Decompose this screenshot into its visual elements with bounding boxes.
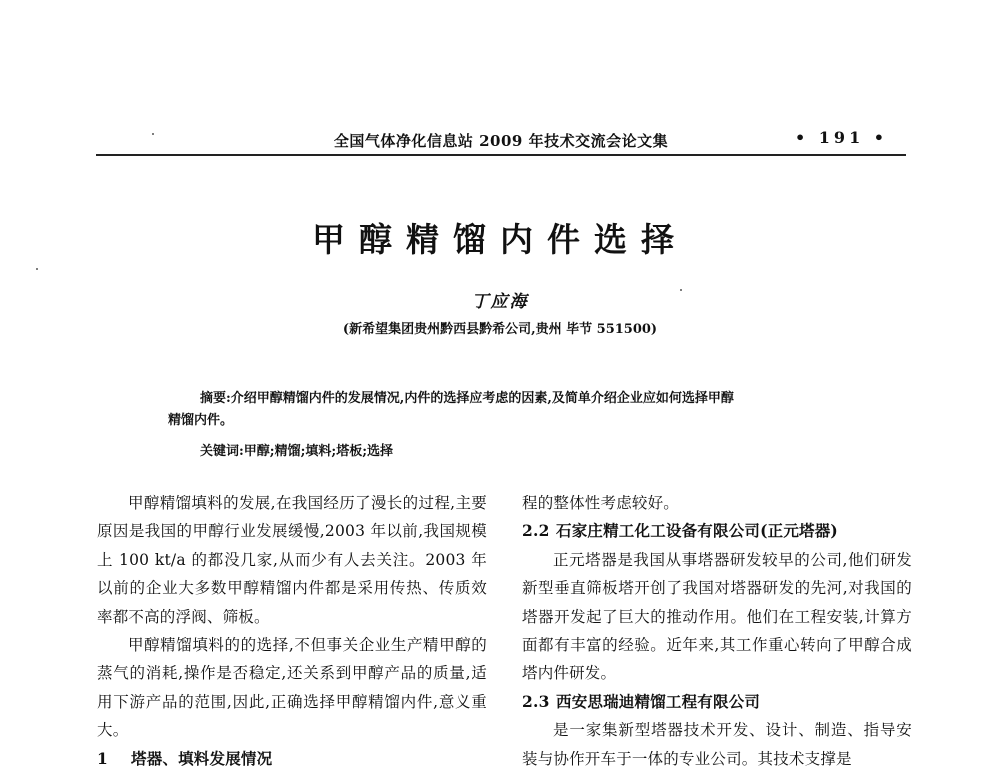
left-column — [97, 489, 487, 773]
section-number: 2.2 — [522, 521, 550, 541]
abstract — [168, 388, 840, 432]
page-number: • 191 • — [795, 128, 888, 147]
scan-speck — [36, 268, 38, 270]
section-heading — [522, 688, 912, 716]
running-header — [96, 122, 906, 156]
body-paragraph: 甲醇精馏填料的发展,在我国经历了漫长的过程,主要原因是我国的甲醇行业发展缓慢,2003 年以前,我国规模上 100 kt/a 的都没几家,从而少有人去关注。2003 年以前的企业大多数甲醇精馏内件都是采用传热、传质效率都不高的浮阀、筛板。 — [97, 494, 487, 626]
body-paragraph: 甲醇精馏填料的的选择,不但事关企业生产精甲醇的蒸气的消耗,操作是否稳定,还关系到甲醇产品的质量,适用下游产品的范围,因此,正确选择甲醇精馏内件,意义重大。 — [97, 636, 487, 740]
author-name: 丁应海 — [471, 292, 529, 312]
body-paragraph: 是一家集新型塔器技术开发、设计、制造、指导安装与协作开车于一体的专业公司。其技术支撑是 — [522, 721, 912, 768]
keywords: 关键词:甲醇;精馏;填料;塔板;选择 — [200, 444, 393, 459]
section-title: 石家庄精工化工设备有限公司(正元塔器) — [556, 521, 838, 541]
body-paragraph: 程的整体性考虑较好。 — [522, 494, 680, 512]
section-heading — [522, 517, 912, 545]
section-number: 2.3 — [522, 691, 550, 711]
running-title: 全国气体净化信息站 2009 年技术交流会论文集 — [333, 132, 669, 150]
section-heading — [97, 745, 487, 773]
body-paragraph: 正元塔器是我国从事塔器研发较早的公司,他们研发新型垂直筛板塔开创了我国对塔器研发的先河,对我国的塔器开发起了巨大的推动作用。他们在工程安装,计算方面都有丰富的经验。近年来,其工作重心转向了甲醇合成塔内件研发。 — [522, 550, 912, 683]
scan-speck — [152, 133, 154, 135]
author-affiliation: (新希望集团贵州黔西县黔希公司,贵州 毕节 551500) — [342, 322, 658, 337]
right-column — [522, 489, 912, 773]
article-title: 甲醇精馏内件选择 — [312, 220, 688, 259]
abstract-line: 精馏内件。 — [168, 413, 234, 428]
section-title: 西安思瑞迪精馏工程有限公司 — [556, 691, 761, 711]
scan-speck — [680, 289, 682, 291]
section-title: 塔器、填料发展情况 — [131, 748, 273, 768]
section-number: 1 — [97, 748, 108, 768]
abstract-line: 摘要:介绍甲醇精馏内件的发展情况,内件的选择应考虑的因素,及简单介绍企业应如何选择甲醇 — [200, 391, 734, 406]
